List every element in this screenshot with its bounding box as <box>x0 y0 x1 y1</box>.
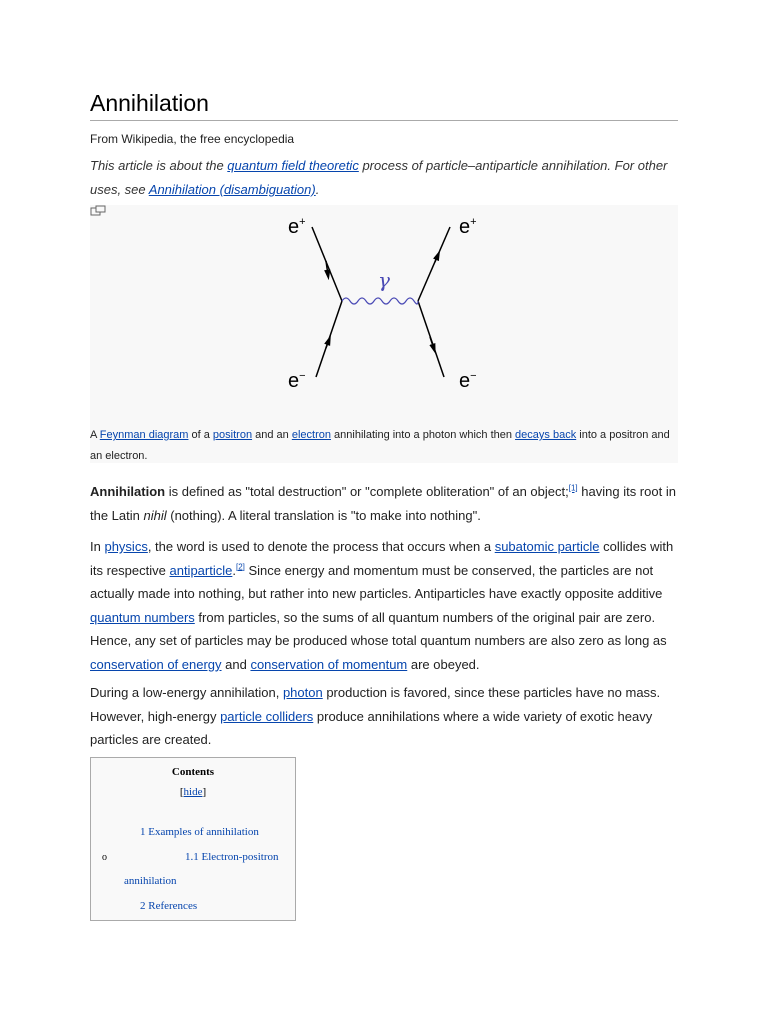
arrow-bottom-right <box>430 337 434 349</box>
fermion-line-top-right <box>418 227 450 301</box>
link-physics[interactable]: physics <box>104 539 148 554</box>
label-photon: γ <box>378 268 390 292</box>
label-bottom-right: e− <box>459 370 477 392</box>
link-feynman-diagram[interactable]: Feynman diagram <box>99 429 189 441</box>
fermion-line-bottom-left <box>316 301 342 377</box>
caption-text: into a positron and an electron. <box>90 429 670 462</box>
paragraph-text: is defined as "total destruction" or "complete obliteration" of an object; <box>165 484 569 499</box>
link-quantum-field-theoretic[interactable]: quantum field theoretic <box>227 158 359 173</box>
toc-item-examples[interactable]: 1 Examples of annihilation <box>140 826 259 838</box>
table-of-contents <box>90 757 296 921</box>
link-electron[interactable]: electron <box>291 429 331 441</box>
page-title: Annihilation <box>90 90 209 116</box>
caption-text: of a <box>188 429 213 441</box>
paragraph-text: During a low-energy annihilation, <box>90 685 283 700</box>
reference-2[interactable]: [2] <box>235 562 245 572</box>
caption-text: A <box>90 429 100 441</box>
toc-title: Contents <box>171 766 215 778</box>
toc-hide-toggle[interactable] <box>91 786 295 798</box>
paragraph-text: are obeyed. <box>407 656 480 672</box>
link-positron[interactable]: positron <box>212 429 253 441</box>
toc-hide-link[interactable]: hide <box>183 786 203 798</box>
paragraph-text: , the word is used to denote the process that occurs when a <box>147 539 495 554</box>
paragraph-text: In <box>90 539 105 554</box>
term-bold: Annihilation <box>90 484 166 499</box>
hatnote-text: process of particle–antiparticle annihilation. For other uses, see <box>90 158 668 197</box>
toc-bracket: ] <box>202 786 207 798</box>
paragraph-text: and <box>221 656 251 672</box>
feynman-figure <box>90 205 678 463</box>
paragraph-low-energy <box>90 681 678 752</box>
link-decays-back[interactable]: decays back <box>515 429 577 441</box>
paragraph-text: produce annihilations where a wide variety of exotic heavy particles are created. <box>90 708 653 747</box>
photon-line <box>342 298 418 304</box>
link-conservation-of-energy[interactable]: conservation of energy <box>90 656 222 672</box>
link-annihilation-disambiguation[interactable]: Annihilation (disambiguation) <box>148 182 316 197</box>
toc-bracket: [ <box>179 786 184 798</box>
title-divider <box>90 120 678 121</box>
hatnote-text: . <box>315 182 320 197</box>
paragraph-text: from particles, so the sums of all quantum numbers of the original pair are zero. Hence, any set of particles may be produced whose total quantum numbers are also zero as long as <box>90 609 667 648</box>
paragraph-text: production is favored, since these particles have no mass. However, high-energy <box>90 685 661 724</box>
caption-text: and an <box>252 429 292 441</box>
label-bottom-left: e− <box>288 370 306 392</box>
label-top-right: e+ <box>459 216 477 238</box>
hatnote-text: This article is about the <box>90 158 228 173</box>
enlarge-icon[interactable] <box>90 205 106 217</box>
caption-text: annihilating into a photon which then <box>330 429 516 441</box>
paragraph-text: collides with its respective <box>90 539 674 578</box>
reference-1[interactable]: [1] <box>568 483 578 493</box>
paragraph-text: having its root in the Latin <box>90 484 676 523</box>
toc-sub-bullet: o <box>102 852 107 863</box>
paragraph-physics <box>90 535 678 676</box>
paragraph-text: Since energy and momentum must be conserved, the particles are not actually made into nothing, but rather into new particles. Antiparticles have exactly opposite additive <box>90 562 663 601</box>
link-antiparticle[interactable]: antiparticle <box>169 562 233 578</box>
link-subatomic-particle[interactable]: subatomic particle <box>494 539 600 554</box>
toc-item-electron-positron-cont[interactable]: annihilation <box>124 875 177 887</box>
arrow-top-right <box>435 255 438 262</box>
arrow-top-left <box>326 261 328 275</box>
link-conservation-of-momentum[interactable]: conservation of momentum <box>250 656 408 672</box>
figure-caption <box>90 425 678 467</box>
term-italic: nihil <box>143 507 167 523</box>
feynman-diagram <box>90 205 678 405</box>
link-quantum-numbers[interactable]: quantum numbers <box>90 609 195 625</box>
paragraph-text: . <box>232 562 236 578</box>
toc-item-references[interactable]: 2 References <box>140 900 198 912</box>
paragraph-text: (nothing). A literal translation is "to make into nothing". <box>166 507 481 523</box>
toc-item-electron-positron[interactable]: 1.1 Electron-positron <box>185 851 279 863</box>
paragraph-definition <box>90 480 678 527</box>
hatnote <box>90 154 678 202</box>
label-top-left: e+ <box>288 216 306 238</box>
link-particle-colliders[interactable]: particle colliders <box>220 708 314 724</box>
site-tagline: From Wikipedia, the free encyclopedia <box>90 132 295 146</box>
link-photon[interactable]: photon <box>282 685 323 700</box>
